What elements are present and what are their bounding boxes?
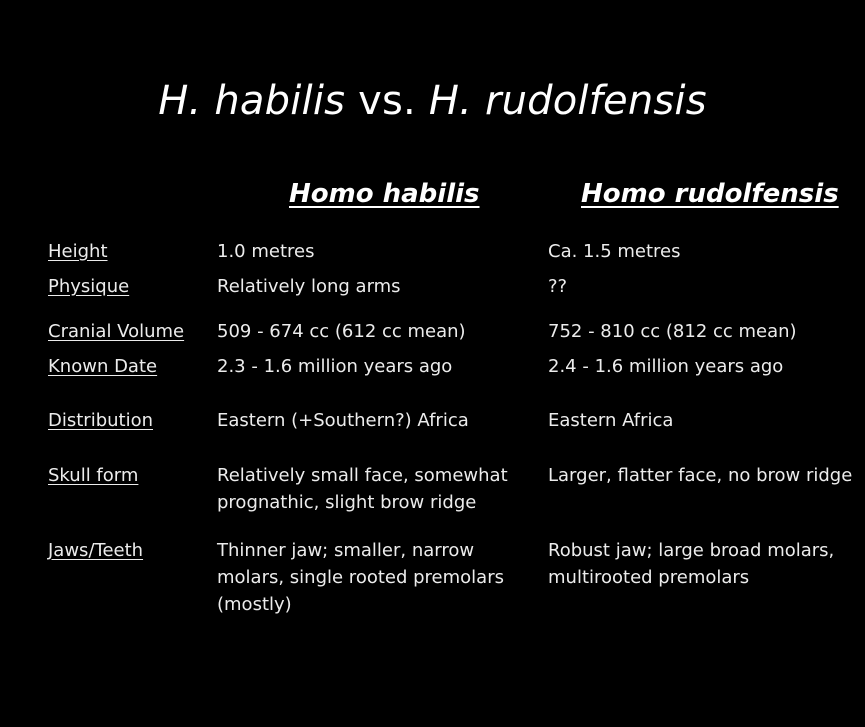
- column-header-habilis: Homo habilis: [289, 179, 480, 209]
- row-label-physique: Physique: [48, 276, 130, 297]
- row-label-known-date: Known Date: [48, 356, 158, 377]
- habilis-known-date: 2.3 - 1.6 million years ago: [217, 356, 453, 377]
- title-species-a: H. habilis: [158, 78, 346, 124]
- rudolfensis-distribution: Eastern Africa: [548, 410, 674, 431]
- row-label-height: Height: [48, 241, 108, 262]
- row-label-cranial-volume: Cranial Volume: [48, 321, 185, 342]
- habilis-cranial-volume: 509 - 674 cc (612 cc mean): [217, 321, 466, 342]
- rudolfensis-jaws-teeth: Robust jaw; large broad molars, multirooted premolars: [548, 540, 835, 588]
- title-versus: vs.: [345, 78, 429, 124]
- slide-title: [0, 76, 865, 126]
- column-header-rudolfensis: Homo rudolfensis: [581, 179, 839, 209]
- row-label-skull-form: Skull form: [48, 465, 139, 486]
- row-label-jaws-teeth: Jaws/Teeth: [48, 540, 144, 561]
- habilis-distribution: Eastern (+Southern?) Africa: [217, 410, 469, 431]
- title-species-b: H. rudolfensis: [428, 78, 707, 124]
- habilis-jaws-teeth: Thinner jaw; smaller, narrow molars, single rooted premolars (mostly): [217, 540, 504, 615]
- habilis-skull-form: Relatively small face, somewhat prognathic, slight brow ridge: [217, 465, 508, 513]
- row-label-distribution: Distribution: [48, 410, 154, 431]
- habilis-height: 1.0 metres: [217, 241, 315, 262]
- rudolfensis-cranial-volume: 752 - 810 cc (812 cc mean): [548, 321, 797, 342]
- rudolfensis-physique: ??: [548, 276, 568, 297]
- rudolfensis-known-date: 2.4 - 1.6 million years ago: [548, 356, 784, 377]
- habilis-physique: Relatively long arms: [217, 276, 401, 297]
- rudolfensis-height: Ca. 1.5 metres: [548, 241, 681, 262]
- rudolfensis-skull-form: Larger, flatter face, no brow ridge: [548, 465, 853, 486]
